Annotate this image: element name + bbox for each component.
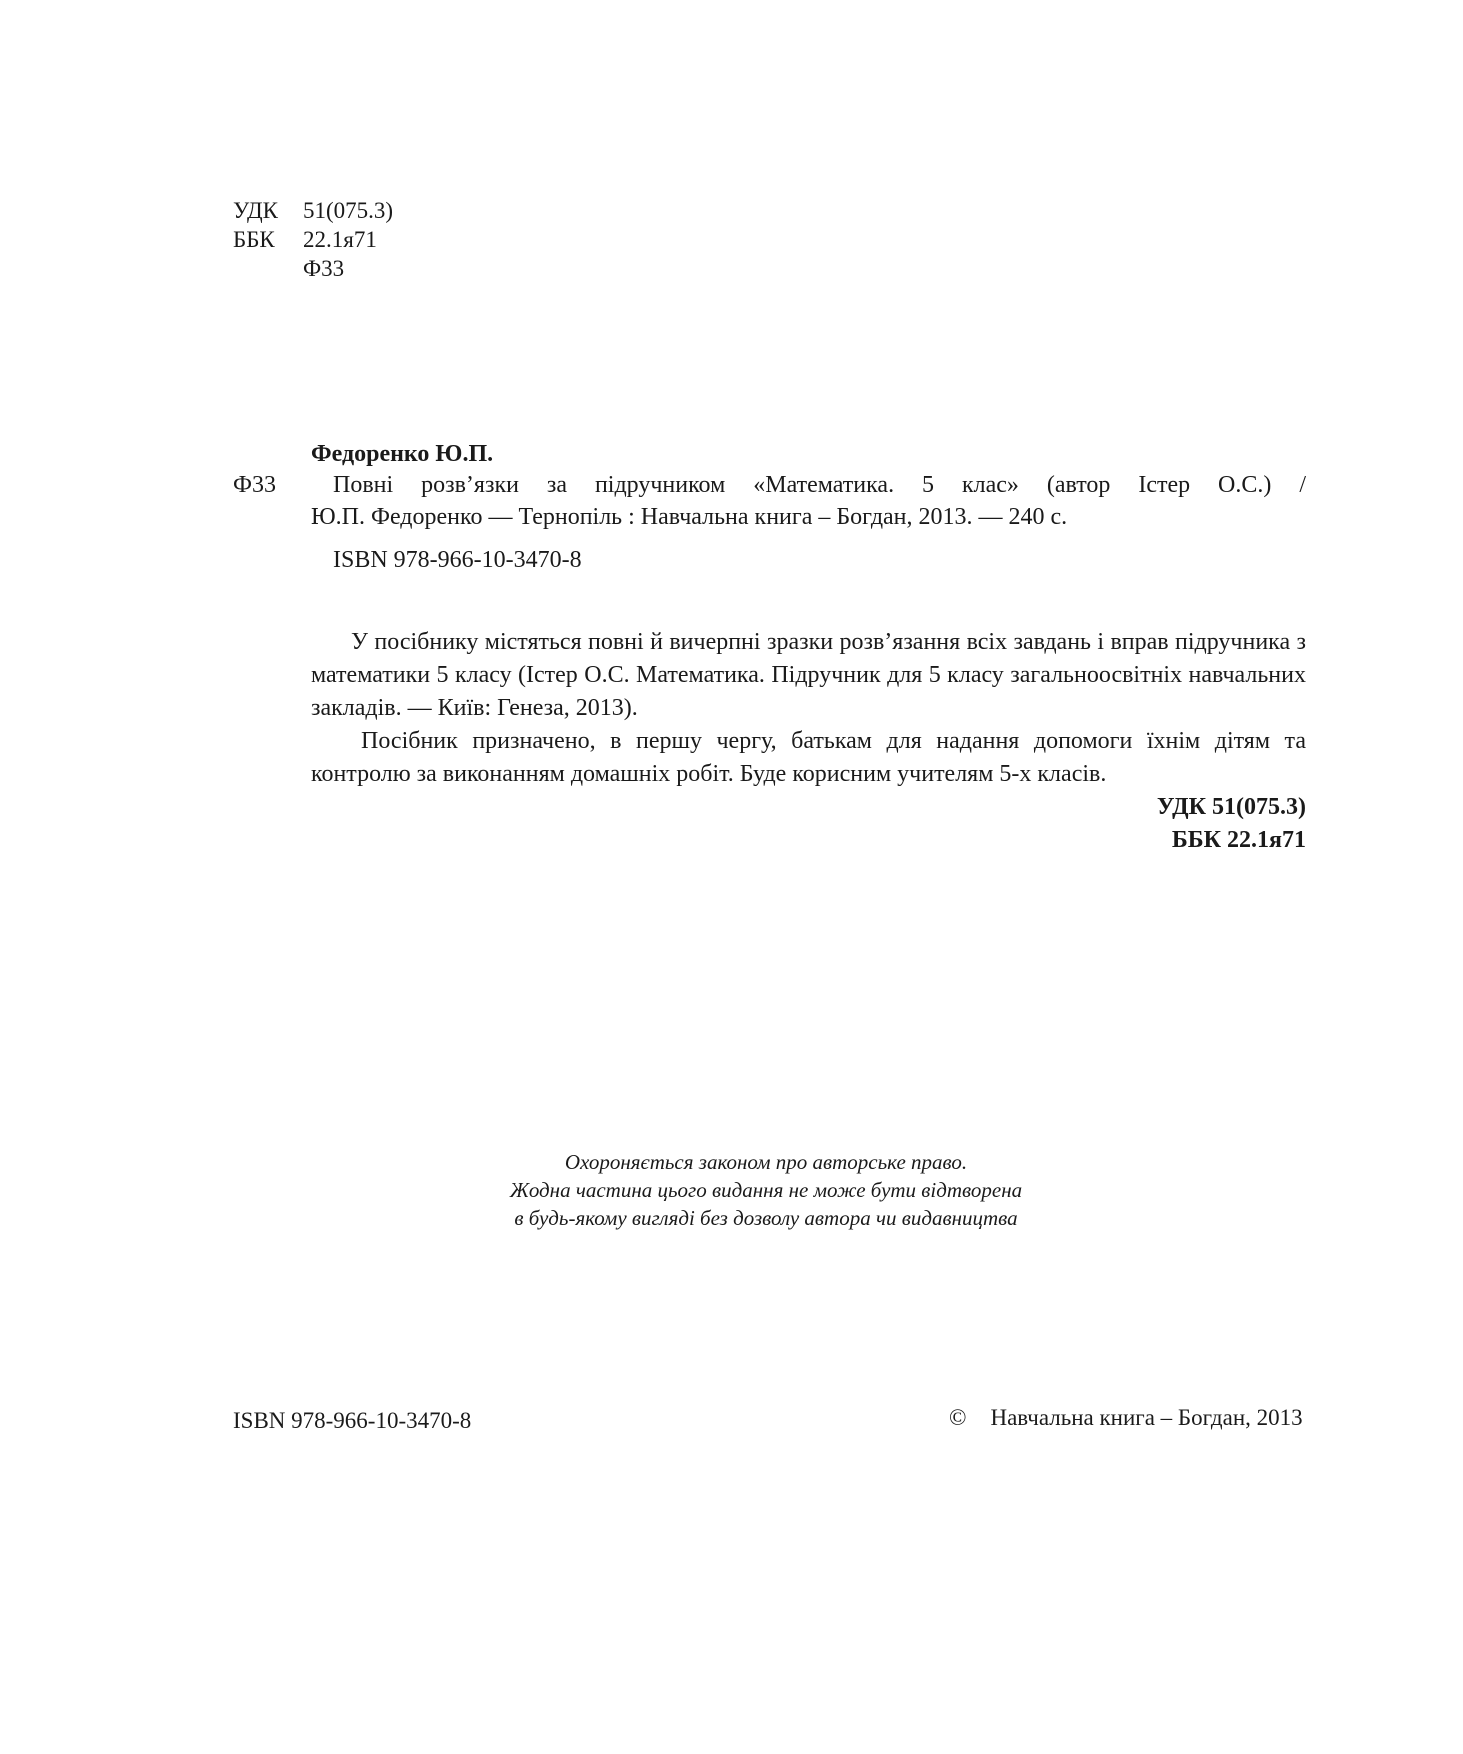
annotation-bbk-code: ББК 22.1я71 xyxy=(1171,827,1306,853)
cutter-row xyxy=(233,254,393,283)
notice-line-1: Охороняється законом про авторське право. xyxy=(564,1150,968,1174)
udk-value: 51(075.3) xyxy=(303,198,394,223)
notice-line-3: в будь-якому вигляді без дозволу автора чи видавництва xyxy=(514,1206,1018,1230)
footer-isbn: ISBN 978-966-10-3470-8 xyxy=(233,1408,472,1433)
isbn-entry: ISBN 978-966-10-3470-8 xyxy=(333,547,582,573)
footer-copyright xyxy=(949,1405,1303,1431)
copyright-holder: Навчальна книга – Богдан, 2013 xyxy=(990,1405,1303,1430)
udk-row xyxy=(233,196,393,225)
bibliographic-title-line: Повні розв’язки за підручником «Математика. 5 клас» (автор Істер О.С.) / xyxy=(333,472,1306,498)
cutter-code: Ф33 xyxy=(233,472,276,498)
bibliographic-publisher-line: Ю.П. Федоренко — Тернопіль : Навчальна книга – Богдан, 2013. — 240 с. xyxy=(311,504,1068,530)
annotation-udk-code: УДК 51(075.3) xyxy=(1156,794,1306,820)
annotation-paragraph-2: Посібник призначено, в першу чергу, батькам для надання допомоги їхнім дітям та контролю за виконанням домашніх робіт. Буде корисним учителям 5-х класів. xyxy=(311,728,1306,787)
annotation-paragraph-1: У посібнику містяться повні й вичерпні зразки розв’язання всіх завдань і вправ підручника з математики 5 класу (Істер О.С. Математика. Підручник для 5 класу загальноосвітніх навчальних закладів. — Київ: Генеза, 2013). xyxy=(311,629,1306,721)
author-name: Федоренко Ю.П. xyxy=(311,441,494,467)
copyright-notice xyxy=(431,1148,1101,1232)
bbk-label: ББК xyxy=(233,227,275,252)
bbk-value: 22.1я71 xyxy=(303,227,377,252)
notice-line-2: Жодна частина цього видання не може бути відтворена xyxy=(509,1178,1023,1202)
copyright-symbol: © xyxy=(949,1405,967,1430)
udk-label: УДК xyxy=(233,198,278,223)
cutter-value: Ф33 xyxy=(303,256,345,281)
bbk-row xyxy=(233,225,393,254)
classification-block xyxy=(233,196,393,283)
annotation xyxy=(311,626,1306,857)
